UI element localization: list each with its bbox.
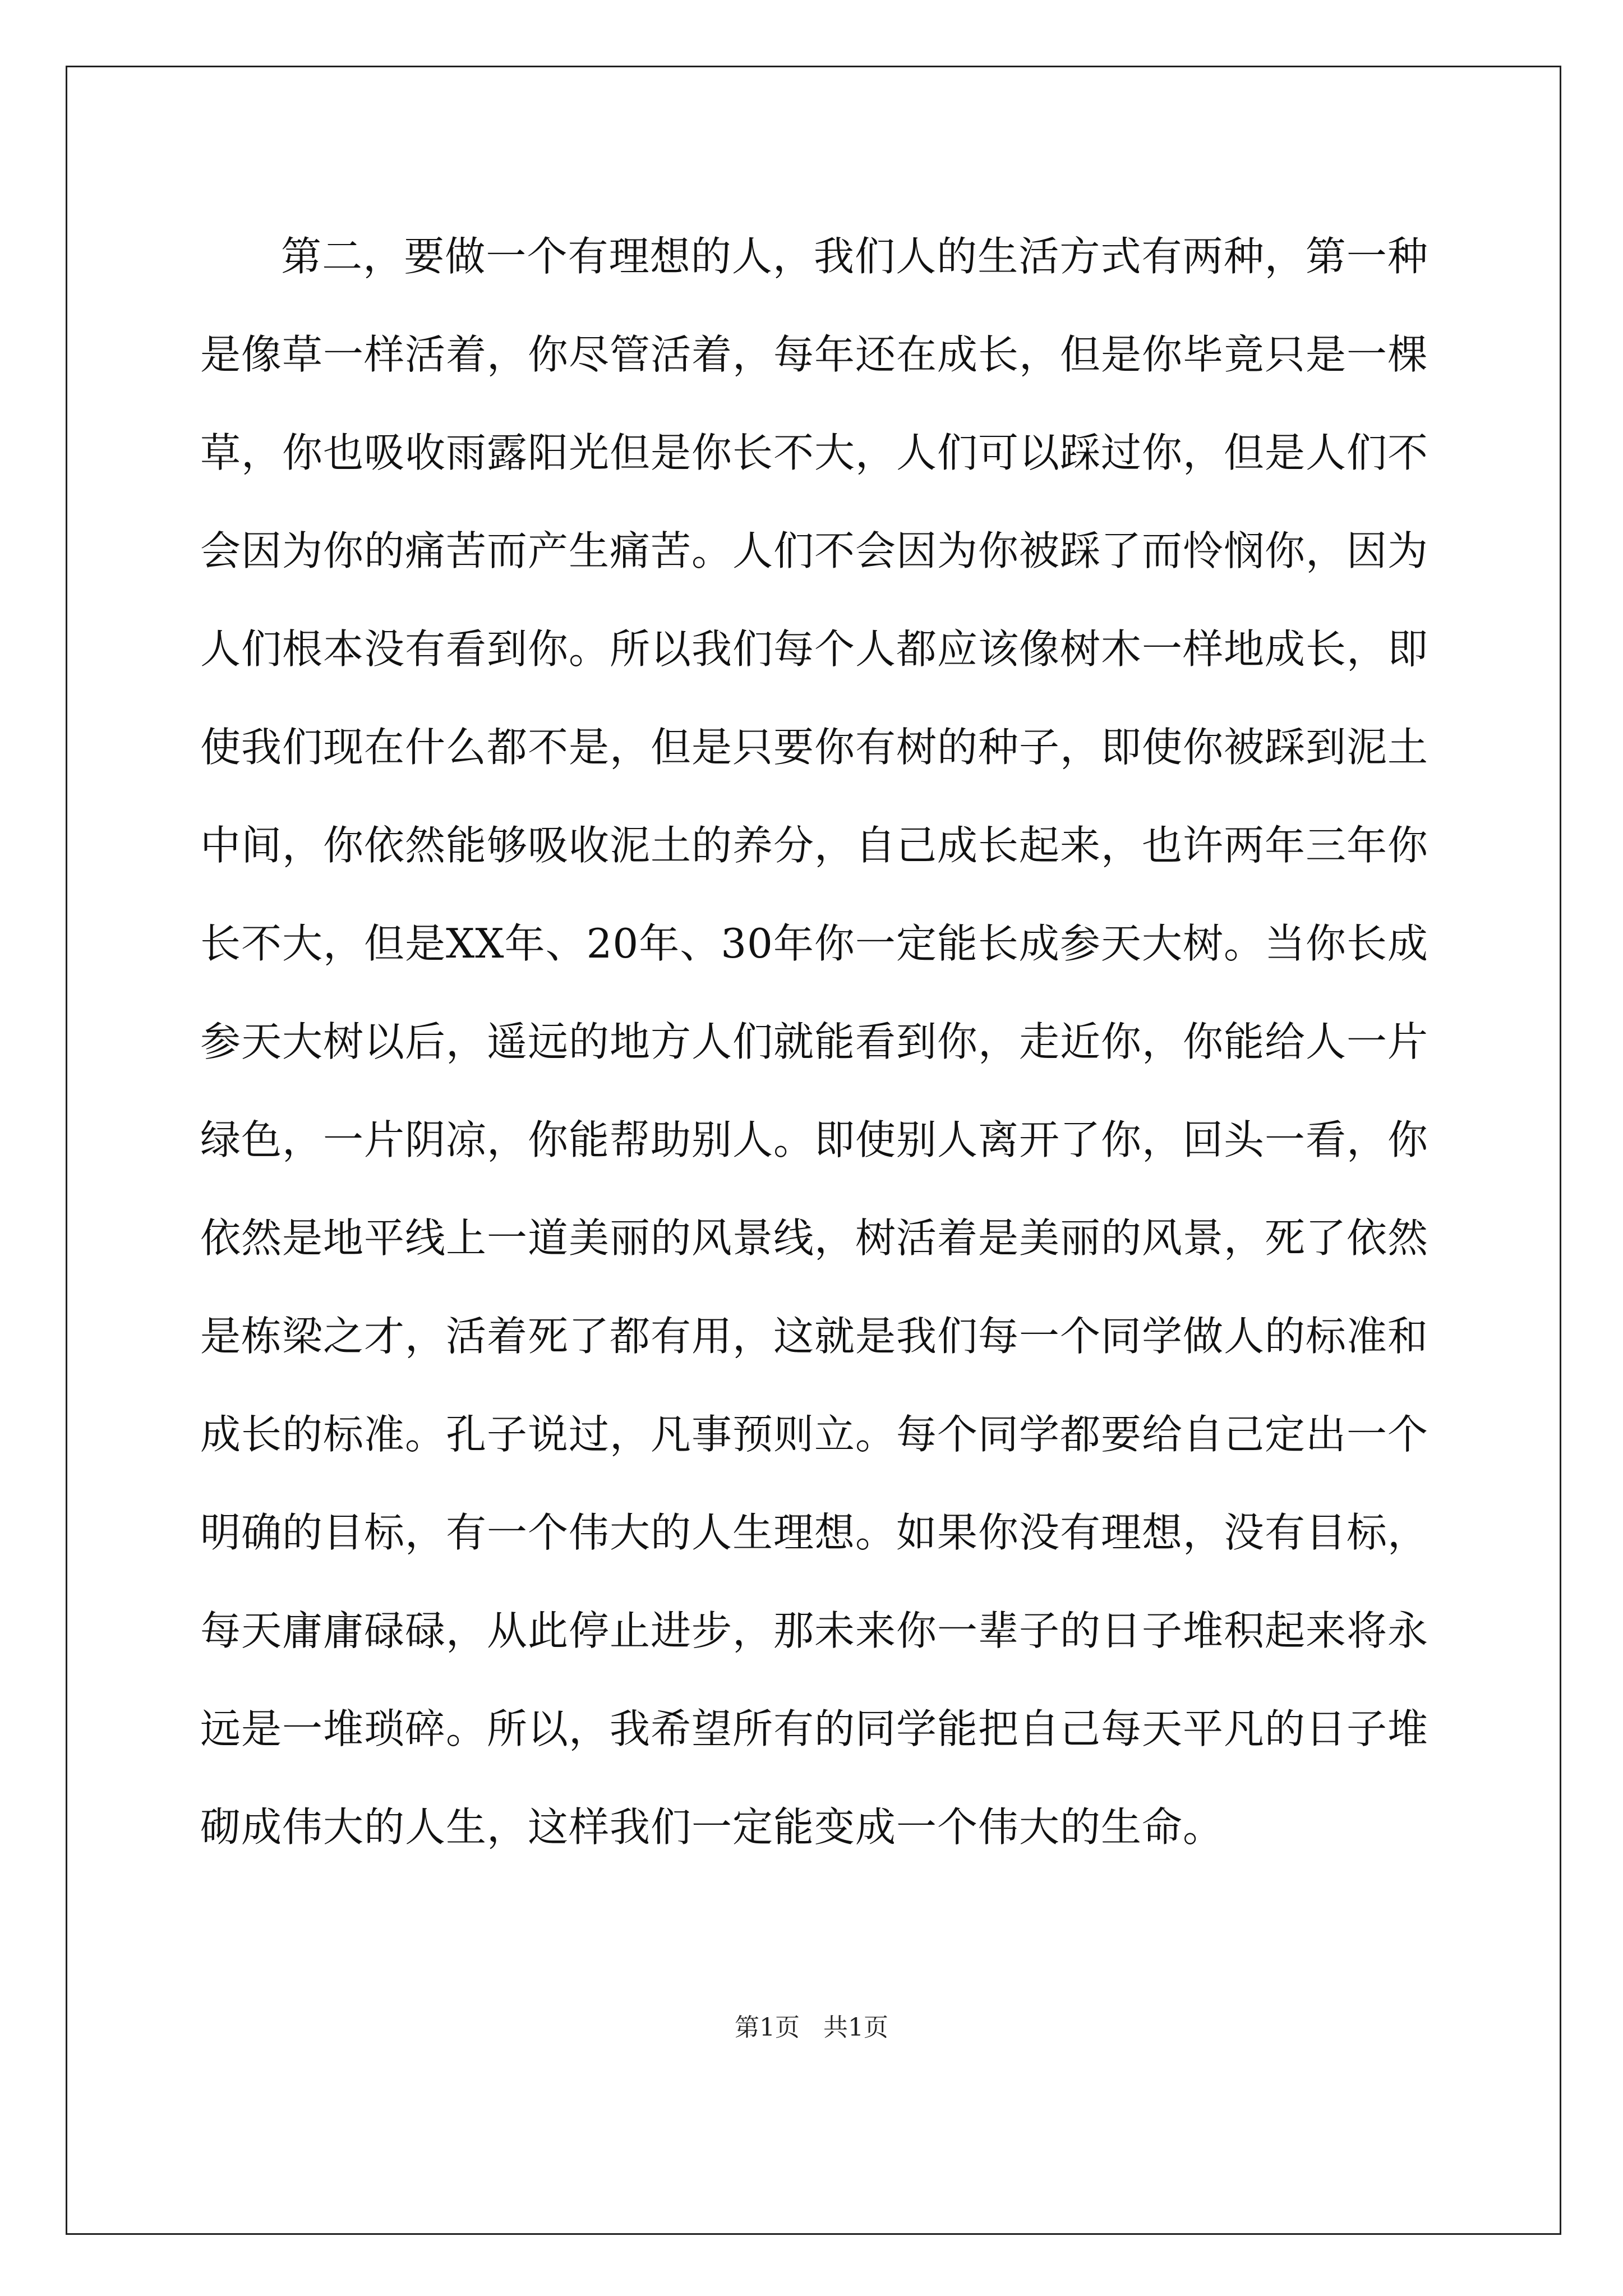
body-paragraph: 第二，要做一个有理想的人，我们人的生活方式有两种，第一种是像草一样活着，你尽管活着，每年还在成长，但是你毕竟只是一棵草，你也吸收雨露阳光但是你长不大，人们可以踩过你，但是人们不会因为你的痛苦而产生痛苦。人们不会因为你被踩了而怜悯你，因为人们根本没有看到你。所以我们每个人都应该像树木一样地成长，即使我们现在什么都不是，但是只要你有树的种子，即使你被踩到泥土中间，你依然能够吸收泥土的养分，自己成长起来，也许两年三年你长不大，但是XX年、20年、30年你一定能长成参天大树。当你长成参天大树以后，遥远的地方人们就能看到你，走近你，你能给人一片绿色，一片阴凉，你能帮助别人。即使别人离开了你，回头一看，你依然是地平线上一道美丽的风景线，树活着是美丽的风景，死了依然是栋梁之才，活着死了都有用，这就是我们每一个同学做人的标准和成长的标准。孔子说过，凡事预则立。每个同学都要给自己定出一个明确的目标，有一个伟大的人生理想。如果你没有理想，没有目标，每天庸庸碌碌，从此停止进步，那未来你一辈子的日子堆积起来将永远是一堆琐碎。所以，我希望所有的同学能把自己每天平凡的日子堆砌成伟大的人生，这样我们一定能变成一个伟大的生命。 (200, 233, 1429, 1851)
page-number-footer: 第1页 共1页 (735, 2013, 888, 2042)
